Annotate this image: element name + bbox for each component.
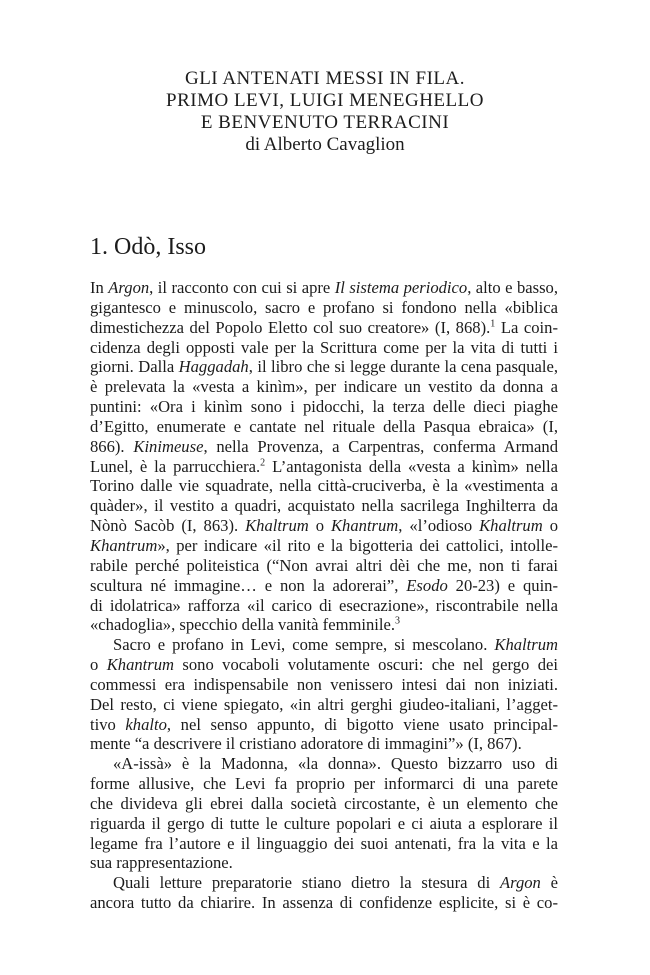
text-line: 866). Kinimeuse, nella Provenza, a Carpentras, conferma Armand (90, 436, 558, 456)
text-line: quàder», il vestito a quadri, acquistato nella sacrilega Inghilterra da (90, 496, 558, 516)
text-line: di idolatrica» rafforza «il carico di esecrazione», riscontrabile nella (90, 595, 558, 615)
section-heading: 1. Odò, Isso (90, 234, 207, 260)
text-line: commessi era indispensabile non venissero intesi dai non iniziati. (90, 674, 558, 694)
text-line: gigantesco e minuscolo, sacro e profano si fondono nella «biblica (90, 297, 558, 317)
text-line: «A-issà» è la Madonna, «la donna». Questo bizzarro uso di (113, 754, 558, 774)
text-line: tivo khalto, nel senso appunto, di bigotto viene usato principal- (90, 714, 558, 734)
text-line: «chadoglia», specchio della vanità femminile.$^3$ (90, 615, 401, 635)
text-line: scultura né immagine… e non la adorerai”, Esodo 20-23) e quin- (90, 575, 558, 595)
chapter-title-line-1: GLI ANTENATI MESSI IN FILA. (184, 68, 465, 89)
text-line: In Argon, il racconto con cui si apre Il sistema periodico, alto e basso, (90, 278, 558, 297)
text-line: rabile perché politeistica (“Non avrai altri dèi che me, non ti farai (90, 555, 558, 575)
text-line: Nònò Sacòb (I, 863). Khaltrum o Khantrum, «l’odioso Khaltrum o (90, 516, 558, 536)
text-line: giorni. Dalla Haggadah, il libro che si legge durante la cena pasquale, (90, 357, 558, 377)
text-line: sua rappresentazione. (90, 853, 233, 873)
text-line: legame fra l’autore e il linguaggio dei suoi antenati, fra la vita e la (90, 833, 558, 853)
text-line: mente “a descrivere il cristiano adoratore di immagini”» (I, 867). (90, 734, 522, 754)
text-line: dimestichezza del Popolo Eletto col suo creatore» (I, 868).$^1$ La coin- (90, 317, 558, 337)
chapter-title-line-3: E BENVENUTO TERRACINI (200, 112, 450, 133)
text-line: è prelevata la «vesta a kinìm», per indicare un vestito da donna a (90, 377, 558, 397)
text-line: riguarda il gergo di tutte le culture popolari e ci aiuta a esplorare il (90, 813, 558, 833)
chapter-title-line-2: PRIMO LEVI, LUIGI MENEGHELLO (166, 90, 484, 111)
body-text (90, 278, 558, 913)
text-line: Quali letture preparatorie stiano dietro la stesura di Argon è (113, 873, 558, 893)
text-line: Sacro e profano in Levi, come sempre, si mescolano. Khaltrum (113, 635, 558, 655)
text-line: Del resto, ci viene spiegato, «in altri gerghi giudeo-italiani, l’agget- (90, 694, 558, 714)
text-line: forme allusive, che Levi fa proprio per informarci di una parete (90, 774, 558, 794)
text-line: puntini: «Ora i kinìm sono i pidocchi, la terza delle dieci piaghe (90, 397, 558, 417)
text-line: ancora tutto da chiarire. In assenza di confidenze esplicite, si è co- (90, 893, 558, 913)
text-line: Torino dalle vie squadrate, nella città-cruciverba, è la «vestimenta a (90, 476, 558, 496)
text-line: cidenza degli opposti vale per la Scrittura come per la vita di tutti i (90, 337, 558, 357)
chapter-author: di Alberto Cavaglion (245, 134, 405, 155)
text-line: Khantrum», per indicare «il rito e la bigotteria dei cattolici, intolle- (90, 535, 558, 555)
text-line: d’Egitto, enumerate e cantate nel rituale della Pasqua ebraica» (I, (90, 416, 558, 436)
chapter-title-block (0, 68, 650, 156)
text-line: Lunel, è la parrucchiera.$^2$ L’antagonista della «vesta a kinìm» nella (90, 456, 558, 476)
text-line: che divideva gli ebrei dalla società circostante, è un elemento che (90, 793, 558, 813)
text-line: o Khantrum sono vocaboli volutamente oscuri: che nel gergo dei (90, 655, 558, 675)
